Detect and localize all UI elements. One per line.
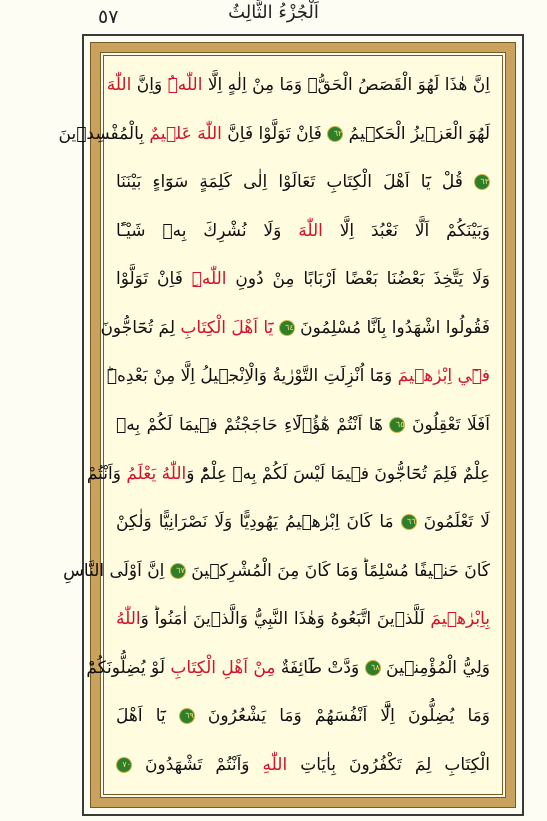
ayah-number-marker: ٦٧ — [170, 563, 186, 579]
verse-text: وَاَنْتُمْ تَشْهَدُونَ — [132, 754, 263, 775]
text-area — [58, 55, 503, 795]
divine-name-highlight: اللّٰهَ — [106, 75, 132, 95]
verse-text: عِلْمٌ فَلِمَ تُحَٓاجُّونَ ف۪يمَا لَيْسَ لَكُمْ بِه۪ عِلْمٌؕ وَ — [186, 463, 490, 484]
text-line-13 — [86, 649, 490, 687]
text-line-2 — [58, 115, 490, 153]
verse-text: وَمَا يُضِلُّونَ اِلَّٓا اَنْفُسَهُمْ وَمَا يَشْعُرُونَ — [194, 706, 490, 727]
verse-text: وَلِيُّ الْمُؤْمِن۪ينَ — [380, 657, 490, 678]
verse-text: وَبَيْنَكُمْ اَلَّا نَعْبُدَ اِلَّا — [322, 220, 491, 241]
ayah-number-marker: ٦٩ — [179, 708, 195, 724]
text-line-12 — [116, 600, 490, 638]
verse-text: كَانَ حَن۪يفًا مُسْلِمًاؕ وَمَا كَانَ مِنَ الْمُشْرِك۪ينَ — [185, 560, 490, 581]
verse-text: اَفَلَا تَعْقِلُونَ — [405, 414, 490, 435]
divine-name-highlight: اللّٰهَ عَل۪يمٌ — [149, 123, 222, 144]
ayah-number-marker: ٦٢ — [327, 126, 343, 142]
ayah-number-marker: ٧٠ — [116, 757, 132, 773]
divine-name-highlight: اللّٰهِ — [262, 754, 288, 775]
verse-text: وَاِنَّ — [131, 75, 168, 95]
text-line-9 — [86, 455, 490, 493]
text-line-5 — [116, 260, 490, 298]
page-header — [0, 0, 547, 36]
verse-text: لَهُوَ الْعَز۪يزُ الْحَك۪يمُ — [343, 123, 490, 144]
text-line-1 — [106, 66, 490, 104]
verse-text: اِنَّ هٰذَا لَهُوَ الْقَصَصُ الْحَقُّۚ وَمَا مِنْ اِلٰهٍ اِلَّا — [202, 75, 490, 95]
ayah-number-marker: ٦٨ — [365, 660, 381, 676]
verse-text: اِنَّ اَوْلَى النَّاسِ — [63, 560, 170, 581]
text-line-8 — [116, 406, 490, 444]
verse-text: لَوْ يُضِلُّونَكُمْؕ — [86, 657, 171, 678]
verse-text: وَاَنْتُمْ — [86, 463, 127, 484]
verse-text — [273, 318, 278, 338]
verse-text: يَٓا اَهْلَ — [116, 706, 179, 727]
juz-title: اَلْجُزْءُ الثَّالِثُ — [228, 2, 319, 23]
verse-text: وَمَٓا اُنْزِلَتِ التَّوْرٰيةُ وَالْاِنْج۪يلُ اِلَّا مِنْ بَعْدِه۪ؕ — [106, 366, 398, 387]
verse-text: هَٓا اَنْتُمْ هٰٓؤُ۬لَٓاءِ حَاجَجْتُمْ ف۪يمَا لَكُمْ بِه۪ — [116, 414, 390, 435]
ayah-number-marker: ٦٥ — [389, 417, 405, 433]
page-frame — [58, 34, 524, 816]
page-number: ٥٧ — [98, 6, 119, 28]
verse-text: وَلَا نُشْرِكَ بِه۪ شَيْـًٔا — [116, 220, 299, 241]
divine-name-highlight: بِاِبْرٰه۪يمَ — [430, 609, 490, 630]
divine-name-highlight: اللّٰهَ — [298, 220, 323, 241]
verse-text: فَقُولُوا اشْهَدُوا بِاَنَّا مُسْلِمُونَ — [294, 317, 490, 338]
divine-name-highlight: اللّٰهُ — [116, 609, 141, 630]
verse-text: قُلْ يَٓا اَهْلَ الْكِتَابِ تَعَالَوْا اِلٰى كَلِمَةٍ سَوَٓاءٍ بَيْنَنَا — [116, 172, 474, 193]
verse-text: وَلَا يَتَّخِذَ بَعْضُنَا بَعْضًا اَرْبَابًا مِنْ دُونِ — [226, 269, 490, 290]
verse-text: وَدَّتْ طَٓائِفَةٌ — [275, 657, 365, 678]
verse-text: مَا كَانَ اِبْرٰه۪يمُ يَهُودِيًّا وَلَا نَصْرَانِيًّا وَلٰكِنْ — [116, 512, 401, 533]
ornamental-border — [58, 43, 515, 807]
text-line-15 — [116, 746, 490, 784]
divine-name-highlight: يَٓا اَهْلَ الْكِتَابِ — [180, 317, 274, 338]
text-line-3 — [116, 163, 490, 201]
text-line-11 — [63, 552, 490, 590]
text-line-7 — [106, 357, 490, 395]
verse-text: لِمَ تُحَٓاجُّونَ — [100, 317, 181, 338]
text-line-10 — [116, 503, 490, 541]
verse-text: لَا تَعْلَمُونَ — [416, 512, 490, 533]
verse-text: بِالْمُفْسِد۪ينَ — [58, 123, 150, 144]
divine-name-highlight: اللّٰهِۜ — [191, 269, 227, 290]
verse-text: فَاِنْ تَوَلَّوْا فَاِنَّ — [221, 123, 328, 144]
verse-text: فَاِنْ تَوَلَّوْا — [116, 269, 192, 290]
verse-text: الْكِتَابِ لِمَ تَكْفُرُونَ بِاٰيَاتِ — [287, 754, 490, 775]
divine-name-highlight: مِنْ اَهْلِ الْكِتَابِ — [170, 657, 276, 678]
divine-name-highlight: ف۪ٓي اِبْرٰه۪يمَ — [397, 366, 490, 387]
verse-lines — [58, 66, 491, 784]
text-line-6 — [100, 309, 490, 347]
verse-text: لَلَّذ۪ينَ اتَّبَعُوهُ وَهٰذَا النَّبِيُّ وَالَّذ۪ينَ اٰمَنُواؕ وَ — [140, 609, 431, 630]
ayah-number-marker: ٦٤ — [279, 320, 295, 336]
ayah-number-marker: ٦٦ — [401, 514, 417, 530]
divine-name-highlight: اللّٰهُ يَعْلَمُ — [126, 463, 187, 484]
text-line-14 — [116, 697, 490, 735]
ayah-number-marker: ٦٣ — [474, 174, 490, 190]
divine-name-highlight: اللّٰهُۜ — [167, 75, 203, 95]
text-line-4 — [116, 212, 490, 250]
